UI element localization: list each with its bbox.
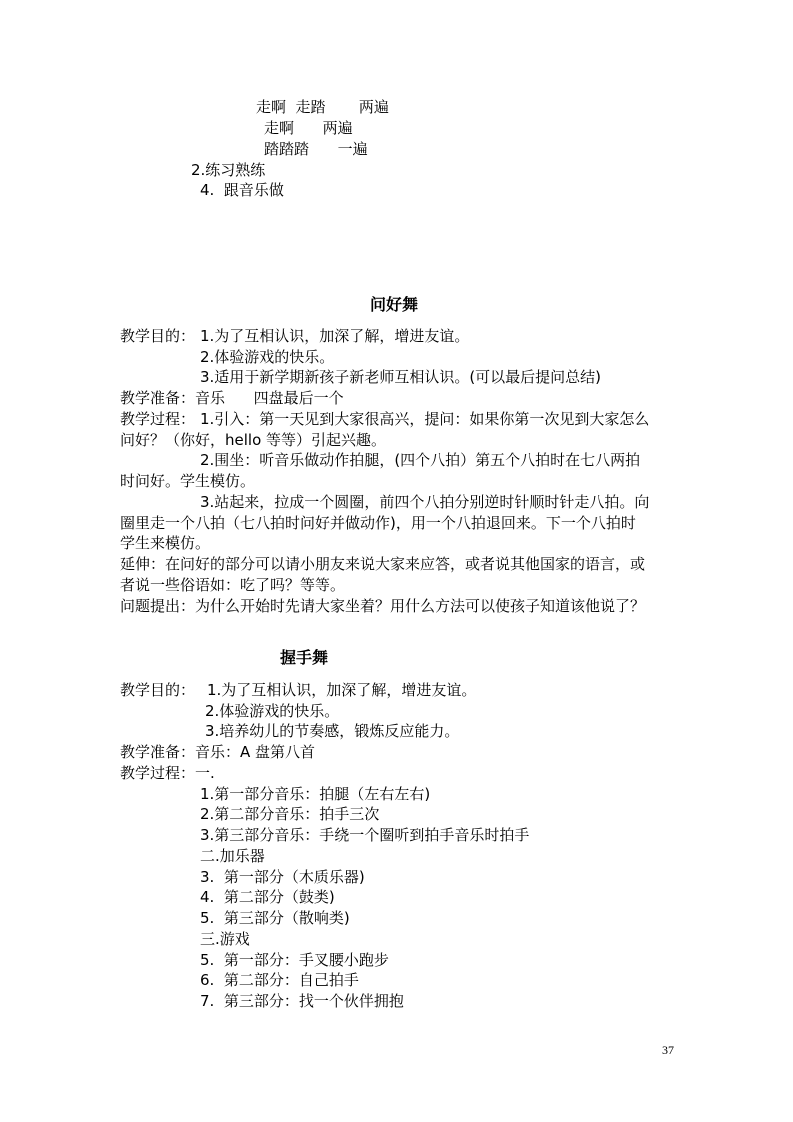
goal-item: 1.为了互相认识，加深了解，增进友谊。 bbox=[200, 327, 470, 345]
goal-item: 2.体验游戏的快乐。 bbox=[205, 702, 340, 720]
extension: 延伸：在问好的部分可以请小朋友来说大家来应答，或者说其他国家的语言，或 bbox=[120, 555, 646, 573]
process-item: 5. 第三部分（散响类) bbox=[200, 909, 350, 927]
goal-item: 3.培养幼儿的节奏感，锻炼反应能力。 bbox=[205, 722, 460, 740]
process-label: 教学过程： bbox=[120, 410, 196, 428]
goal-item: 1.为了互相认识，加深了解，增进友谊。 bbox=[207, 681, 477, 699]
question: 问题提出：为什么开始时先请大家坐着？用什么方法可以使孩子知道该他说了？ bbox=[120, 597, 646, 615]
text-line: 2.练习熟练 bbox=[191, 161, 266, 179]
page-number: 37 bbox=[662, 1043, 674, 1057]
text-line: 走啊 走踏 两遍 bbox=[256, 98, 389, 116]
process-item: 时问好。学生模仿。 bbox=[120, 472, 256, 490]
process-item: 2.第二部分音乐：拍手三次 bbox=[200, 805, 380, 823]
goal-item: 3.适用于新学期新孩子新老师互相认识。(可以最后提问总结) bbox=[200, 368, 602, 386]
process-item: 6. 第二部分：自己拍手 bbox=[200, 971, 359, 989]
section-title-handshake-dance: 握手舞 bbox=[280, 648, 329, 667]
process-item: 1.第一部分音乐：拍腿（左右左右) bbox=[200, 785, 431, 803]
process-item: 7. 第三部分：找一个伙伴拥抱 bbox=[200, 992, 404, 1010]
process-label: 教学过程：一. bbox=[120, 764, 215, 782]
goal-label: 教学目的： bbox=[120, 681, 196, 699]
text-line: 4. 跟音乐做 bbox=[200, 181, 284, 199]
process-item: 3.站起来，拉成一个圆圈，前四个八拍分别逆时针顺时针走八拍。向 bbox=[200, 493, 650, 511]
process-item: 4. 第二部分（鼓类) bbox=[200, 888, 335, 906]
preparation: 教学准备：音乐 四盘最后一个 bbox=[120, 389, 344, 407]
process-item: 学生来模仿。 bbox=[120, 534, 211, 552]
goal-label: 教学目的： bbox=[120, 327, 196, 345]
process-item: 5. 第一部分：手叉腰小跑步 bbox=[200, 951, 389, 969]
goal-item: 2.体验游戏的快乐。 bbox=[200, 348, 335, 366]
text-line: 走啊 两遍 bbox=[264, 119, 353, 137]
process-item: 2.围坐：听音乐做动作拍腿，(四个八拍）第五个八拍时在七八两拍 bbox=[200, 451, 641, 469]
text-line: 踏踏踏 一遍 bbox=[264, 140, 368, 158]
subheading: 二.加乐器 bbox=[200, 847, 265, 865]
subheading: 三.游戏 bbox=[200, 930, 250, 948]
extension: 者说一些俗语如：吃了吗？等等。 bbox=[120, 576, 346, 594]
preparation: 教学准备：音乐：A 盘第八首 bbox=[120, 743, 316, 761]
process-item: 3.第三部分音乐：手绕一个圈听到拍手音乐时拍手 bbox=[200, 826, 530, 844]
process-item: 1.引入：第一天见到大家很高兴，提问：如果你第一次见到大家怎么 bbox=[200, 410, 650, 428]
section-title-greeting-dance: 问好舞 bbox=[370, 295, 419, 314]
process-item: 问好？（你好，hello 等等）引起兴趣。 bbox=[120, 431, 387, 449]
process-item: 3. 第一部分（木质乐器) bbox=[200, 868, 365, 886]
process-item: 圈里走一个八拍（七八拍时问好并做动作)，用一个八拍退回来。下一个八拍时 bbox=[120, 514, 636, 532]
